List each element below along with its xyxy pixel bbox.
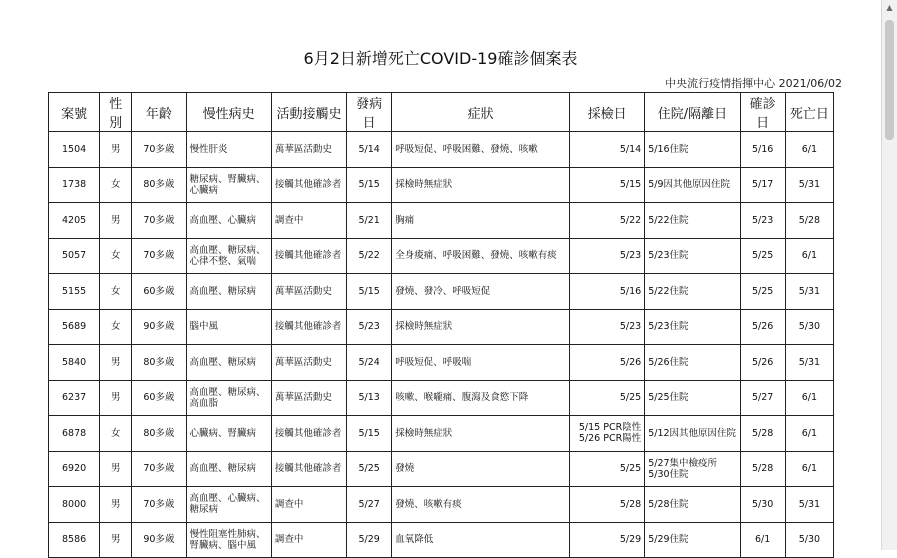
cell-onset-date: 5/13 [347,380,392,416]
cell-age: 70多歲 [132,203,186,239]
cell-chronic-history: 高血壓、糖尿病、 高血脂 [186,380,271,416]
cell-test-date: 5/26 [569,345,644,381]
cell-chronic-history: 高血壓、心臟病 [186,203,271,239]
header-case-no: 案號 [49,93,100,132]
cell-symptoms: 採檢時無症狀 [392,309,570,345]
cell-gender: 男 [100,451,132,487]
cell-gender: 男 [100,203,132,239]
cell-gender: 男 [100,380,132,416]
table-row [49,203,834,239]
header-gender: 性別 [100,93,132,132]
cases-table [48,92,834,558]
cell-case-no: 5689 [49,309,100,345]
table-row [49,416,834,452]
cell-symptoms: 採檢時無症狀 [392,167,570,203]
cell-onset-date: 5/22 [347,238,392,274]
cell-onset-date: 5/15 [347,416,392,452]
cell-symptoms: 胸痛 [392,203,570,239]
cell-admission-date: 5/26住院 [645,345,740,381]
cell-admission-date: 5/29住院 [645,522,740,558]
cell-confirmed-date: 5/23 [740,203,785,239]
cell-chronic-history: 高血壓、心臟病、 糖尿病 [186,487,271,523]
cell-test-date: 5/14 [569,132,644,168]
cell-symptoms: 發燒 [392,451,570,487]
cell-age: 60多歲 [132,380,186,416]
cell-gender: 女 [100,416,132,452]
header-test-date: 採檢日 [569,93,644,132]
cell-case-no: 6920 [49,451,100,487]
cell-gender: 女 [100,309,132,345]
cell-death-date: 5/30 [785,309,833,345]
cell-symptoms: 血氧降低 [392,522,570,558]
cell-onset-date: 5/24 [347,345,392,381]
cell-death-date: 5/28 [785,203,833,239]
document-title: 6月2日新增死亡COVID-19確診個案表 [303,49,578,68]
header-death-date: 死亡日 [785,93,833,132]
cell-admission-date: 5/9因其他原因住院 [645,167,740,203]
cell-contact-history: 接觸其他確診者 [271,238,346,274]
cell-test-date: 5/28 [569,487,644,523]
cell-case-no: 5155 [49,274,100,310]
cell-test-date: 5/15 PCR陰性 5/26 PCR陽性 [569,416,644,452]
cell-gender: 男 [100,487,132,523]
scroll-up-arrow-icon[interactable]: ▲ [886,3,893,12]
cell-admission-date: 5/28住院 [645,487,740,523]
header-symptoms: 症狀 [392,93,570,132]
cell-contact-history: 接觸其他確診者 [271,309,346,345]
cell-confirmed-date: 6/1 [740,522,785,558]
cell-age: 90多歲 [132,522,186,558]
cell-chronic-history: 高血壓、糖尿病 [186,345,271,381]
cell-symptoms: 咳嗽、喉嚨痛、腹瀉及食慾下降 [392,380,570,416]
cell-death-date: 5/31 [785,274,833,310]
header-age: 年齡 [132,93,186,132]
cell-case-no: 6878 [49,416,100,452]
header-contact-history: 活動接觸史 [271,93,346,132]
cell-confirmed-date: 5/26 [740,345,785,381]
cell-contact-history: 萬華區活動史 [271,132,346,168]
table-row [49,309,834,345]
cell-onset-date: 5/15 [347,167,392,203]
cell-test-date: 5/22 [569,203,644,239]
cell-admission-date: 5/12因其他原因住院 [645,416,740,452]
cell-admission-date: 5/16住院 [645,132,740,168]
cell-case-no: 4205 [49,203,100,239]
table-row [49,522,834,558]
cell-test-date: 5/23 [569,309,644,345]
cell-case-no: 5840 [49,345,100,381]
cell-onset-date: 5/27 [347,487,392,523]
cell-age: 70多歲 [132,451,186,487]
cell-gender: 女 [100,167,132,203]
cell-admission-date: 5/23住院 [645,238,740,274]
cell-onset-date: 5/21 [347,203,392,239]
scroll-thumb[interactable] [885,20,894,140]
cell-death-date: 5/31 [785,167,833,203]
cell-confirmed-date: 5/28 [740,416,785,452]
cell-age: 80多歲 [132,167,186,203]
cell-death-date: 6/1 [785,380,833,416]
table-row [49,345,834,381]
cell-age: 70多歲 [132,487,186,523]
cell-symptoms: 發燒、發冷、呼吸短促 [392,274,570,310]
cell-death-date: 6/1 [785,416,833,452]
cell-confirmed-date: 5/30 [740,487,785,523]
cell-gender: 女 [100,274,132,310]
table-row [49,274,834,310]
cell-chronic-history: 高血壓、糖尿病 [186,451,271,487]
cell-admission-date: 5/25住院 [645,380,740,416]
cell-onset-date: 5/23 [347,309,392,345]
vertical-scrollbar[interactable] [881,0,897,550]
table-row [49,167,834,203]
cell-age: 80多歲 [132,416,186,452]
header-onset-date: 發病日 [347,93,392,132]
cell-confirmed-date: 5/25 [740,274,785,310]
cell-case-no: 1738 [49,167,100,203]
cell-chronic-history: 慢性阻塞性肺病、 腎臟病、腦中風 [186,522,271,558]
cell-death-date: 5/31 [785,345,833,381]
cell-symptoms: 呼吸短促、呼吸困難、發燒、咳嗽 [392,132,570,168]
cell-onset-date: 5/25 [347,451,392,487]
cell-age: 70多歲 [132,238,186,274]
cell-case-no: 1504 [49,132,100,168]
cell-confirmed-date: 5/16 [740,132,785,168]
table-row [49,238,834,274]
cell-case-no: 6237 [49,380,100,416]
table-row [49,451,834,487]
table-row [49,132,834,168]
cell-death-date: 5/30 [785,522,833,558]
cell-contact-history: 萬華區活動史 [271,345,346,381]
cell-chronic-history: 高血壓、糖尿病 [186,274,271,310]
cell-age: 70多歲 [132,132,186,168]
cell-contact-history: 接觸其他確診者 [271,167,346,203]
cell-symptoms: 呼吸短促、呼吸喘 [392,345,570,381]
cell-case-no: 8586 [49,522,100,558]
header-row [49,93,834,132]
table-row [49,487,834,523]
cell-death-date: 6/1 [785,451,833,487]
cell-test-date: 5/25 [569,380,644,416]
cell-confirmed-date: 5/17 [740,167,785,203]
cell-case-no: 5057 [49,238,100,274]
cell-age: 80多歲 [132,345,186,381]
cell-contact-history: 萬華區活動史 [271,274,346,310]
cell-case-no: 8000 [49,487,100,523]
cell-confirmed-date: 5/27 [740,380,785,416]
cell-contact-history: 調查中 [271,522,346,558]
cell-symptoms: 採檢時無症狀 [392,416,570,452]
cell-symptoms: 全身痠痛、呼吸困難、發燒、咳嗽有痰 [392,238,570,274]
cell-chronic-history: 高血壓、糖尿病、 心律不整、氣喘 [186,238,271,274]
source-date: 中央流行疫情指揮中心 2021/06/02 [665,77,842,90]
cell-contact-history: 調查中 [271,487,346,523]
cell-death-date: 6/1 [785,238,833,274]
header-chronic-history: 慢性病史 [186,93,271,132]
cell-age: 60多歲 [132,274,186,310]
cell-test-date: 5/25 [569,451,644,487]
cell-age: 90多歲 [132,309,186,345]
cell-admission-date: 5/22住院 [645,274,740,310]
table-row [49,380,834,416]
header-admission-date: 住院/隔離日 [645,93,740,132]
cell-gender: 男 [100,132,132,168]
cell-contact-history: 萬華區活動史 [271,380,346,416]
cell-onset-date: 5/29 [347,522,392,558]
cell-chronic-history: 糖尿病、腎臟病、 心臟病 [186,167,271,203]
cell-chronic-history: 腦中風 [186,309,271,345]
header-confirmed-date: 確診日 [740,93,785,132]
cell-contact-history: 調查中 [271,203,346,239]
cell-onset-date: 5/15 [347,274,392,310]
cell-test-date: 5/16 [569,274,644,310]
cell-admission-date: 5/22住院 [645,203,740,239]
cell-onset-date: 5/14 [347,132,392,168]
cell-test-date: 5/23 [569,238,644,274]
cell-death-date: 6/1 [785,132,833,168]
cell-test-date: 5/29 [569,522,644,558]
cell-death-date: 5/31 [785,487,833,523]
cell-confirmed-date: 5/25 [740,238,785,274]
cell-gender: 男 [100,522,132,558]
cell-confirmed-date: 5/28 [740,451,785,487]
cell-contact-history: 接觸其他確診者 [271,416,346,452]
cell-gender: 男 [100,345,132,381]
cell-chronic-history: 慢性肝炎 [186,132,271,168]
cell-admission-date: 5/27集中檢疫所 5/30住院 [645,451,740,487]
cell-symptoms: 發燒、咳嗽有痰 [392,487,570,523]
cell-chronic-history: 心臟病、腎臟病 [186,416,271,452]
cell-confirmed-date: 5/26 [740,309,785,345]
cell-admission-date: 5/23住院 [645,309,740,345]
cell-gender: 女 [100,238,132,274]
cell-test-date: 5/15 [569,167,644,203]
cell-contact-history: 接觸其他確診者 [271,451,346,487]
